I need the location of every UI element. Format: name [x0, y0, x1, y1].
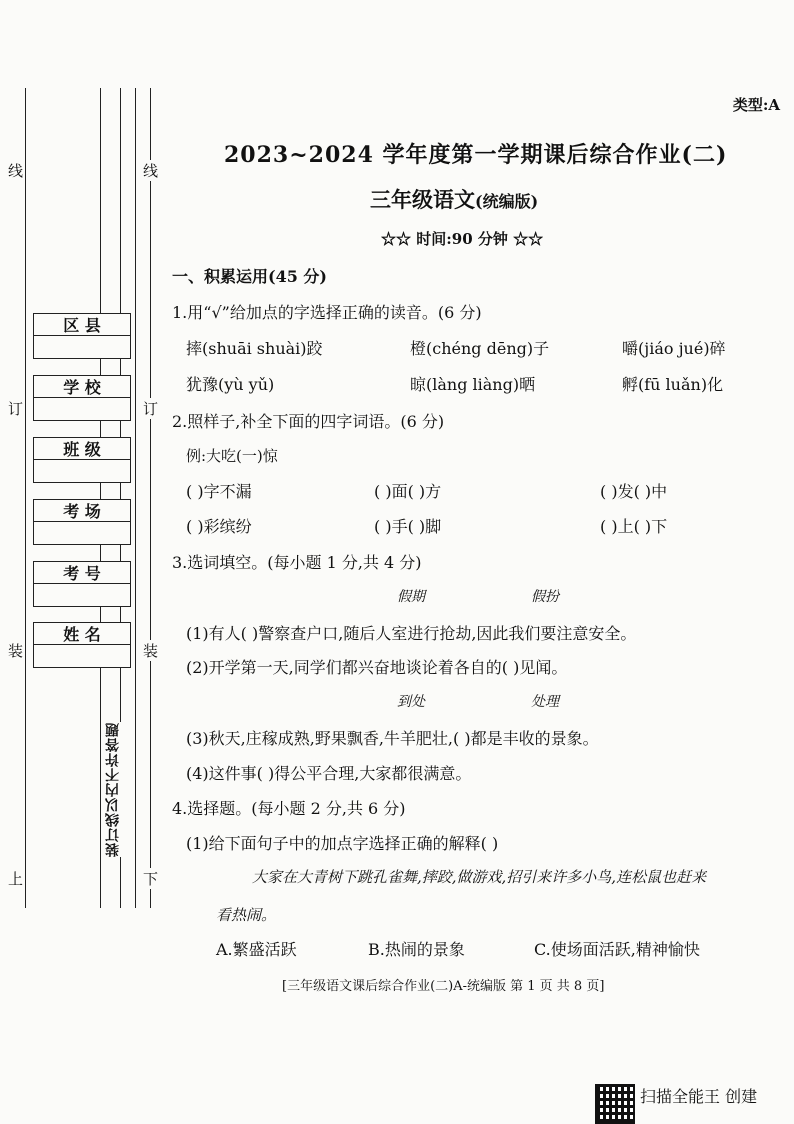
page-subtitle	[370, 184, 538, 214]
q2-item[interactable]: ( )手( )脚	[374, 517, 442, 536]
field-class	[33, 437, 131, 483]
q3-stem: 3.选词填空。(每小题 1 分,共 4 分)	[172, 553, 422, 572]
mark-left-zhuang: 装	[8, 642, 24, 660]
q4-stem: 4.选择题。(每小题 2 分,共 6 分)	[172, 799, 406, 818]
q3-sentence[interactable]: (3)秋天,庄稼成熟,野果飘香,牛羊肥壮,( )都是丰收的景象。	[186, 729, 599, 748]
scanner-watermark: 扫描全能王 创建	[640, 1087, 758, 1106]
q3-word: 到处	[397, 694, 425, 710]
mark-left-shang: 上	[8, 870, 24, 888]
q1-stem: 1.用“√”给加点的字选择正确的读音。(6 分)	[172, 303, 482, 322]
time-line: ☆☆ 时间:90 分钟 ☆☆	[381, 230, 544, 248]
field-district	[33, 313, 131, 359]
field-label: 考 场	[33, 499, 131, 521]
field-blank[interactable]	[33, 644, 131, 668]
binding-line-2	[100, 88, 101, 908]
q2-item[interactable]: ( )字不漏	[186, 482, 252, 501]
field-blank[interactable]	[33, 397, 131, 421]
q4-option[interactable]: A.繁盛活跃	[216, 940, 297, 959]
field-blank[interactable]	[33, 335, 131, 359]
mark-right-zhuang: 装	[143, 642, 159, 660]
q2-item[interactable]: ( )上( )下	[600, 517, 668, 536]
q2-example: 例:大吃(一)惊	[186, 447, 278, 465]
q2-item[interactable]: ( )发( )中	[600, 482, 668, 501]
binding-note: 装订线以内不许答题	[105, 722, 121, 857]
q4-passage: 大家在大青树下跳孔雀舞,摔跤,做游戏,招引来许多小鸟,连松鼠也赶来	[252, 868, 707, 886]
section-heading: 一、积累运用(45 分)	[172, 267, 327, 286]
field-name	[33, 622, 131, 668]
type-label: 类型:A	[732, 96, 780, 114]
q4-passage: 看热闹。	[216, 906, 277, 924]
q1-item[interactable]: 嚼(jiáo jué)碎	[622, 339, 726, 358]
q1-item[interactable]: 晾(làng liàng)晒	[410, 375, 536, 394]
subtitle-text: 三年级语文	[370, 187, 475, 212]
field-blank[interactable]	[33, 583, 131, 607]
q3-word: 假扮	[531, 589, 559, 605]
field-school	[33, 375, 131, 421]
qr-code-icon	[595, 1084, 635, 1124]
field-exam-no	[33, 561, 131, 607]
q2-item[interactable]: ( )面( )方	[374, 482, 442, 501]
field-label: 姓 名	[33, 622, 131, 644]
mark-right-xia: 下	[143, 870, 159, 888]
mark-right-ding: 订	[143, 400, 159, 418]
q4-question[interactable]: (1)给下面句子中的加点字选择正确的解释( )	[186, 834, 499, 853]
field-label: 考 号	[33, 561, 131, 583]
q3-sentence[interactable]: (4)这件事( )得公平合理,大家都很满意。	[186, 764, 472, 783]
field-label: 区 县	[33, 313, 131, 335]
q1-item[interactable]: 犹豫(yù yǔ)	[186, 375, 275, 394]
field-blank[interactable]	[33, 521, 131, 545]
q4-option[interactable]: B.热闹的景象	[368, 940, 465, 959]
mark-left-ding: 订	[8, 400, 24, 418]
page-footer: [三年级语文课后综合作业(二)A-统编版 第 1 页 共 8 页]	[282, 979, 605, 994]
mark-left-xian: 线	[8, 162, 24, 180]
q2-stem: 2.照样子,补全下面的四字词语。(6 分)	[172, 412, 445, 431]
q1-item[interactable]: 孵(fū luǎn)化	[622, 375, 724, 394]
q1-item[interactable]: 摔(shuāi shuài)跤	[186, 339, 323, 358]
q3-word: 处理	[531, 694, 559, 710]
q1-item[interactable]: 橙(chéng dēng)子	[410, 339, 550, 358]
binding-line-1	[25, 88, 26, 908]
q3-sentence[interactable]: (2)开学第一天,同学们都兴奋地谈论着各自的( )见闻。	[186, 658, 568, 677]
field-label: 班 级	[33, 437, 131, 459]
q2-item[interactable]: ( )彩缤纷	[186, 517, 252, 536]
mark-right-xian: 线	[143, 162, 159, 180]
binding-line-4	[135, 88, 136, 908]
q3-sentence[interactable]: (1)有人( )警察查户口,随后人室进行抢劫,因此我们要注意安全。	[186, 624, 637, 643]
field-blank[interactable]	[33, 459, 131, 483]
q4-option[interactable]: C.使场面活跃,精神愉快	[534, 940, 700, 959]
q3-word: 假期	[397, 589, 425, 605]
field-room	[33, 499, 131, 545]
edition-text: (统编版)	[475, 192, 539, 211]
field-label: 学 校	[33, 375, 131, 397]
binding-line-5	[150, 88, 151, 908]
page-title: 2023~2024 学年度第一学期课后综合作业(二)	[224, 142, 728, 168]
